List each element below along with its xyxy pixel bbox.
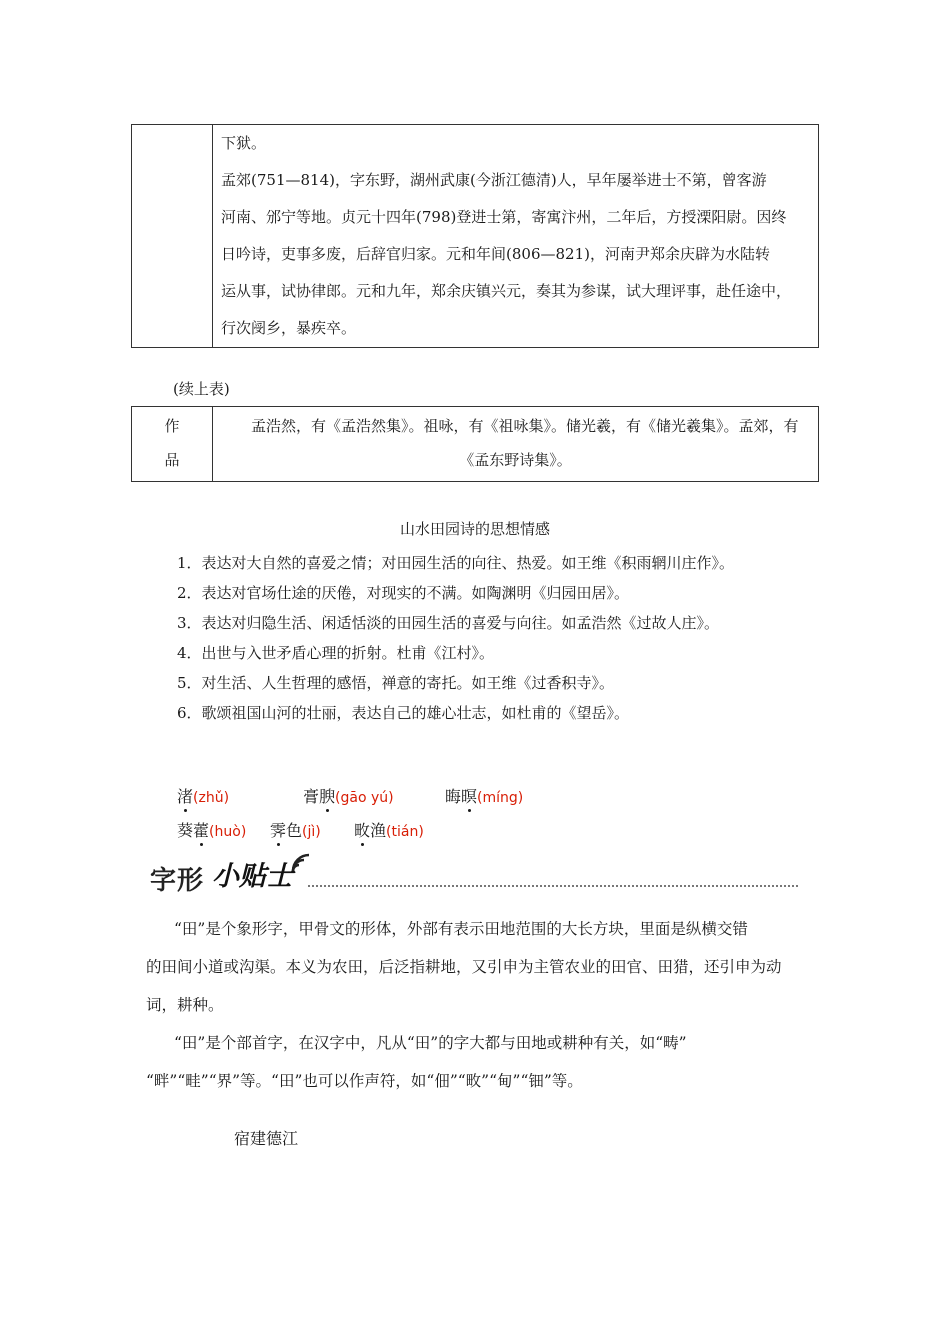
- pinyin: míng: [482, 790, 518, 806]
- pronunciation-item-2: 膏腴(gāo yú): [303, 784, 394, 807]
- pinyin: zhǔ: [198, 790, 224, 806]
- pron-dotted-char: 腴: [319, 784, 335, 807]
- pron-post: 色: [286, 821, 303, 840]
- pron-dotted-char: 霁: [270, 818, 286, 841]
- tip-banner-right-text: 小贴士: [212, 861, 293, 892]
- pron-pre: 膏: [303, 787, 320, 806]
- list-item: 2．表达对官场仕途的厌倦，对现实的不满。如陶渊明《归园田居》。: [177, 584, 630, 602]
- table2-line-2: 《孟东野诗集》。: [459, 451, 572, 469]
- pron-dotted-char: 藿: [193, 818, 209, 841]
- tip-p1-line-3: 词，耕种。: [146, 996, 224, 1014]
- table1-line-4: 运从事，试协律郎。元和九年，郑余庆镇兴元，奏其为参谋，试大理评事，赴任途中，: [221, 282, 792, 300]
- tip-paragraph-1: [146, 910, 810, 1024]
- list-item: 6．歌颂祖国山河的壮丽，表达自己的雄心壮志，如杜甫的《望岳》。: [177, 704, 630, 722]
- table1-line-top: 下狱。: [221, 134, 267, 152]
- pron-pre: 葵: [177, 821, 194, 840]
- table1-line-1: 孟郊(751—814)，字东野，湖州武康(今浙江德清)人，早年屡举进士不第，曾客游: [221, 171, 767, 189]
- pron-dotted-char: 渚: [177, 784, 193, 807]
- pron-post: 渔: [370, 821, 387, 840]
- pronunciation-item-1: 渚(zhǔ): [177, 784, 229, 807]
- table2-line-1: 孟浩然，有《孟浩然集》。祖咏，有《祖咏集》。储光羲，有《储光羲集》。孟郊，有: [251, 417, 799, 435]
- table2-label-char-1: 作: [164, 417, 180, 435]
- pronunciation-item-3: 晦暝(míng): [445, 784, 523, 807]
- table1-line-3: 日吟诗，吏事多废，后辞官归家。元和年间(806—821)，河南尹郑余庆辟为水陆转: [221, 245, 770, 263]
- pron-pre: 晦: [445, 787, 462, 806]
- section-title: 山水田园诗的思想情感: [399, 520, 550, 538]
- works-table: [131, 406, 819, 482]
- tip-p2-line-2: “畔”“畦”“界”等。“田”也可以作声符，如“佃”“畋”“甸”“钿”等。: [146, 1072, 583, 1090]
- continue-label: (续上表): [173, 380, 230, 398]
- table1-line-last: 行次阌乡，暴疾卒。: [221, 319, 357, 337]
- tip-banner-dotted-line: [308, 885, 798, 887]
- pinyin: tián: [391, 824, 419, 840]
- tip-paragraph-2: [146, 1024, 810, 1100]
- table2-content-cell: [213, 407, 819, 482]
- table2-label-cell: [132, 407, 213, 482]
- list-item: 1．表达对大自然的喜爱之情；对田园生活的向往、热爱。如王维《积雨辋川庄作》。: [177, 554, 735, 572]
- list-item: 4．出世与入世矛盾心理的折射。杜甫《江村》。: [177, 644, 495, 662]
- emotion-list: [177, 548, 857, 728]
- table1-label-cell: [132, 125, 213, 348]
- pron-dotted-char: 畋: [354, 818, 370, 841]
- list-item: 5．对生活、人生哲理的感悟，禅意的寄托。如王维《过香积寺》。: [177, 674, 615, 692]
- signal-icon: [290, 852, 312, 874]
- tip-p1-line-1: “田”是个象形字，甲骨文的形体，外部有表示田地范围的大长方块，里面是纵横交错: [174, 920, 748, 938]
- list-item: 3．表达对归隐生活、闲适恬淡的田园生活的喜爱与向往。如孟浩然《过故人庄》。: [177, 614, 720, 632]
- tip-p1-line-2: 的田间小道或沟渠。本义为农田，后泛指耕地，又引申为主管农业的田官、田猎，还引申为动: [146, 958, 782, 976]
- table2-label-char-2: 品: [164, 451, 180, 469]
- pronunciation-item-6: 畋渔(tián): [354, 818, 424, 841]
- pinyin: jì: [307, 824, 316, 840]
- tip-banner: [150, 852, 800, 896]
- tip-banner-left-text: 字形: [150, 866, 205, 896]
- table1-content-cell: [213, 125, 819, 348]
- pronunciation-item-4: 葵藿(huò): [177, 818, 246, 841]
- author-table-part1: [131, 124, 819, 348]
- poem-title: 宿建德江: [234, 1129, 299, 1148]
- pronunciation-item-5: 霁色(jì): [270, 818, 321, 841]
- pinyin: huò: [214, 824, 241, 840]
- pron-dotted-char: 暝: [461, 784, 477, 807]
- tip-p2-line-1: “田”是个部首字，在汉字中，凡从“田”的字大都与田地或耕种有关，如“畴”: [174, 1034, 687, 1052]
- table1-line-2: 河南、邠宁等地。贞元十四年(798)登进士第，寄寓汴州，二年后，方授溧阳尉。因终: [221, 208, 787, 226]
- pinyin: gāo yú: [340, 790, 389, 806]
